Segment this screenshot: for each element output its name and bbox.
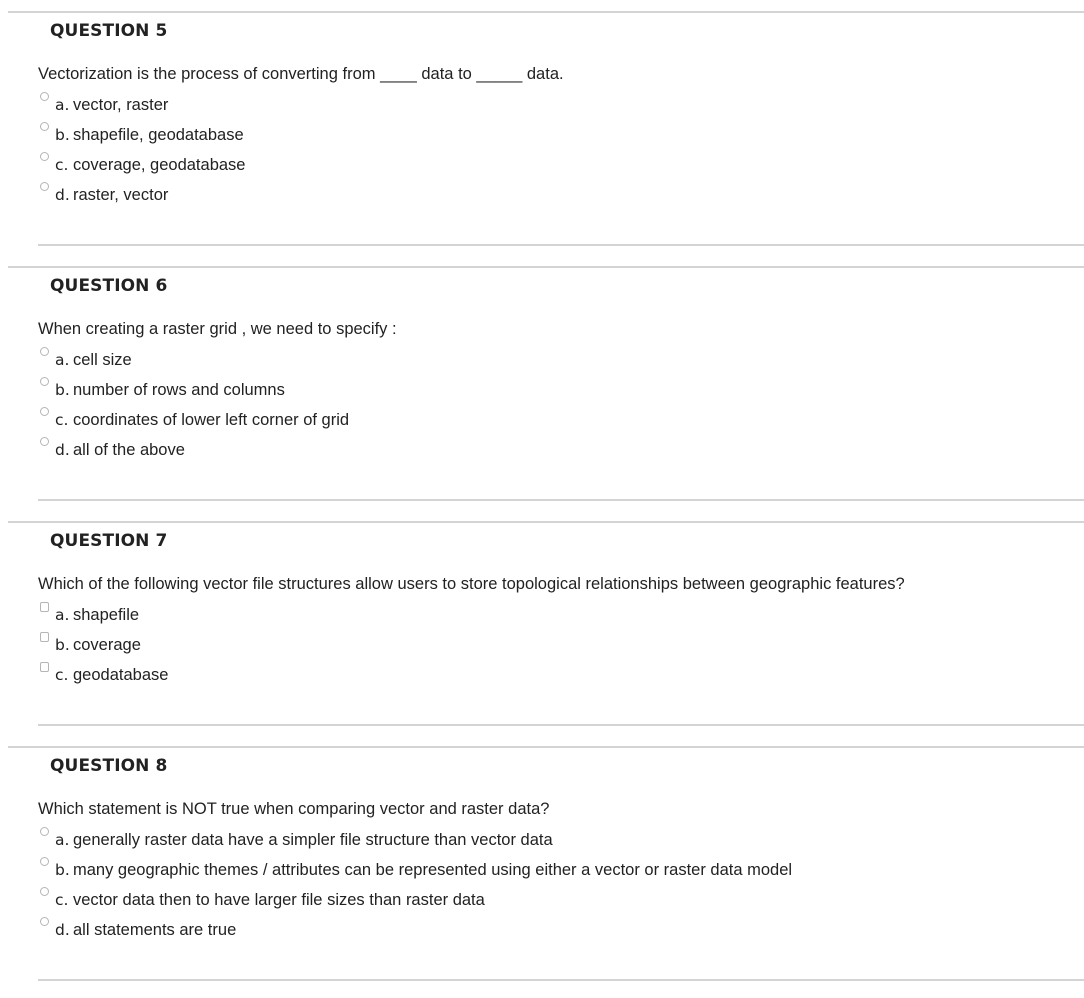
option-letter: b. [55,126,70,144]
option-letter: a. [55,351,70,369]
checkbox[interactable] [40,632,49,642]
radio-button[interactable] [40,437,49,446]
option-letter: d. [55,186,70,204]
option-letter: b. [55,861,70,879]
radio-button[interactable] [40,377,49,386]
question-prompt: Which of the following vector file structures allow users to store topological relationships between geographic features? [38,575,905,593]
option-label: shapefile, geodatabase [73,126,244,144]
answer-option-b[interactable] [40,857,940,881]
option-letter: d. [55,921,70,939]
option-label: cell size [73,351,132,369]
question-heading: QUESTION 8 [50,756,168,776]
option-label: coverage [73,636,141,654]
question-heading: QUESTION 7 [50,531,168,551]
answer-option-c[interactable] [40,662,940,686]
option-label: coverage, geodatabase [73,156,246,174]
option-label: geodatabase [73,666,169,684]
answer-option-c[interactable] [40,152,940,176]
option-letter: b. [55,381,70,399]
radio-button[interactable] [40,92,49,101]
radio-button[interactable] [40,887,49,896]
option-label: many geographic themes / attributes can be represented using either a vector or raster data model [73,861,793,879]
option-letter: c. [55,156,69,174]
answer-option-a[interactable] [40,602,940,626]
answer-option-c[interactable] [40,407,940,431]
answer-option-b[interactable] [40,632,940,656]
checkbox[interactable] [40,662,49,672]
radio-button[interactable] [40,407,49,416]
question-top-divider [8,746,1084,748]
option-label: all of the above [73,441,185,459]
answer-option-b[interactable] [40,122,940,146]
question-prompt: When creating a raster grid , we need to specify : [38,320,397,338]
answer-option-a[interactable] [40,827,940,851]
option-label: raster, vector [73,186,169,204]
question-bottom-divider [38,244,1084,246]
question-heading: QUESTION 6 [50,276,168,296]
question-bottom-divider [38,979,1084,981]
answer-option-c[interactable] [40,887,940,911]
radio-button[interactable] [40,827,49,836]
radio-button[interactable] [40,347,49,356]
option-letter: a. [55,831,70,849]
radio-button[interactable] [40,857,49,866]
option-label: coordinates of lower left corner of grid [73,411,350,429]
option-label: number of rows and columns [73,381,285,399]
option-letter: d. [55,441,70,459]
question-top-divider [8,266,1084,268]
question-prompt: Which statement is NOT true when comparing vector and raster data? [38,800,550,818]
option-letter: a. [55,606,70,624]
option-label: vector data then to have larger file sizes than raster data [73,891,485,909]
question-bottom-divider [38,724,1084,726]
option-label: all statements are true [73,921,237,939]
option-letter: c. [55,411,69,429]
option-letter: c. [55,666,69,684]
radio-button[interactable] [40,917,49,926]
option-letter: c. [55,891,69,909]
option-letter: a. [55,96,70,114]
answer-option-a[interactable] [40,92,940,116]
question-prompt: Vectorization is the process of converting from ____ data to _____ data. [38,65,564,83]
answer-option-b[interactable] [40,377,940,401]
question-top-divider [8,11,1084,13]
radio-button[interactable] [40,122,49,131]
question-bottom-divider [38,499,1084,501]
option-label: vector, raster [73,96,169,114]
answer-option-a[interactable] [40,347,940,371]
question-heading: QUESTION 5 [50,21,168,41]
answer-option-d[interactable] [40,917,940,941]
checkbox[interactable] [40,602,49,612]
option-letter: b. [55,636,70,654]
answer-option-d[interactable] [40,182,940,206]
option-label: generally raster data have a simpler file structure than vector data [73,831,553,849]
radio-button[interactable] [40,152,49,161]
option-label: shapefile [73,606,140,624]
radio-button[interactable] [40,182,49,191]
question-top-divider [8,521,1084,523]
answer-option-d[interactable] [40,437,940,461]
